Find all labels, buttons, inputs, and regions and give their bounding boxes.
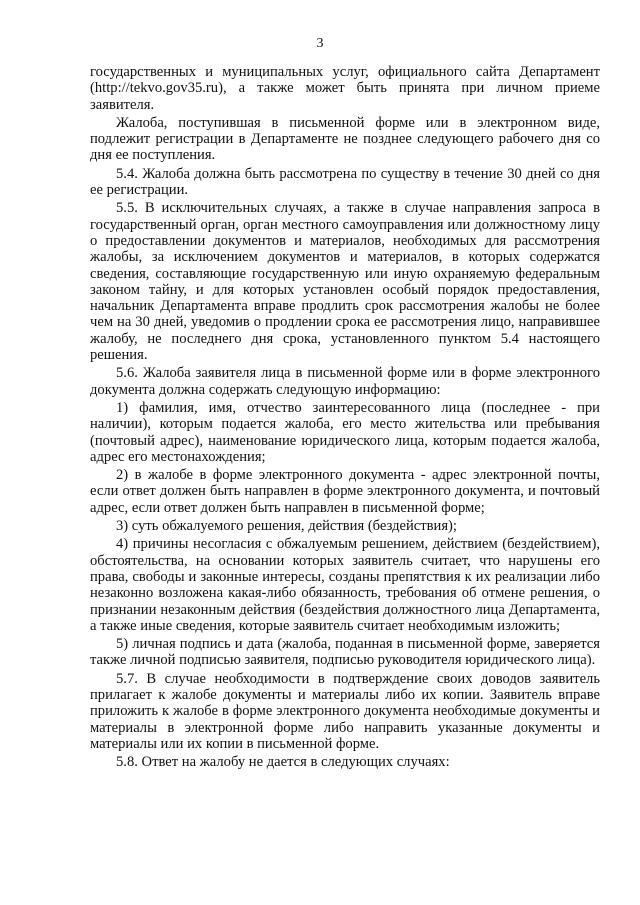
paragraph-item-4: 4) причины несогласия с обжалуемым решением, действием (бездействием), обстоятельства, на основании которых заявитель считает, что нарушены его права, свободы и законные интересы, созданы препятствия к их реализации либо незаконно возложена какая-либо обязанность, требования об отмене решения, о признании незаконным действия (бездействия должностного лица Департамента, а также иные сведения, которые заявитель считает необходимым изложить; [90, 536, 600, 634]
paragraph-item-3: 3) суть обжалуемого решения, действия (бездействия); [116, 518, 457, 535]
paragraph-5-4: 5.4. Жалоба должна быть рассмотрена по существу в течение 30 дней со дня ее регистрации. [90, 165, 600, 199]
document-body [90, 64, 600, 770]
paragraph-continuation: государственных и муниципальных услуг, официального сайта Департамент (http://tekvo.gov35.ru), а также может быть принята при личном приеме заявителя. [90, 64, 600, 113]
paragraph-5-8: 5.8. Ответ на жалобу не дается в следующих случаях: [116, 754, 450, 771]
paragraph-item-2: 2) в жалобе в форме электронного документа - адрес электронной почты, если ответ должен быть направлен в форме электронного документа, и почтовый адрес, если ответ должен быть направлен в письменной форме; [90, 467, 600, 516]
paragraph-5-7: 5.7. В случае необходимости в подтверждение своих доводов заявитель прилагает к жалобе документы и материалы либо их копии. Заявитель вправе приложить к жалобе в форме электронного документа необходимые документы и материалы в электронной форме либо направить указанные документы и материалы или их копии в письменной форме. [90, 670, 600, 752]
paragraph-item-5: 5) личная подпись и дата (жалоба, поданная в письменной форме, заверяется также личной подписью заявителя, подписью руководителя юридического лица). [90, 636, 600, 669]
paragraph-registration: Жалоба, поступившая в письменной форме или в электронном виде, подлежит регистрации в Департаменте не позднее следующего рабочего дня со дня ее поступления. [90, 114, 600, 164]
paragraph-5-5: 5.5. В исключительных случаях, а также в случае направления запроса в государственный орган, орган местного самоуправления или должностному лицу о предоставлении документов и материалов, необходимых для рассмотрения жалобы, за исключением документов и материалов, в которых содержатся сведения, составляющие государственную или иную охраняемую федеральным законом тайну, и для которых установлен особый порядок предоставления, начальник Департамента вправе продлить срок рассмотрения жалобы не более чем на 30 дней, уведомив о продлении срока ее рассмотрения лицо, направившее жалобу, не последнего дня срока, установленного пунктом 5.4 настоящего решения. [90, 200, 600, 364]
page-number: 3 [316, 36, 324, 51]
paragraph-5-6: 5.6. Жалоба заявителя лица в письменной форме или в форме электронного документа должна содержать следующую информацию: [90, 365, 600, 398]
paragraph-item-1: 1) фамилия, имя, отчество заинтересованного лица (последнее - при наличии), которым подается жалоба, его место жительства или пребывания (почтовый адрес), наименование юридического лица, которым подается жалоба, адрес его местонахождения; [90, 399, 600, 465]
